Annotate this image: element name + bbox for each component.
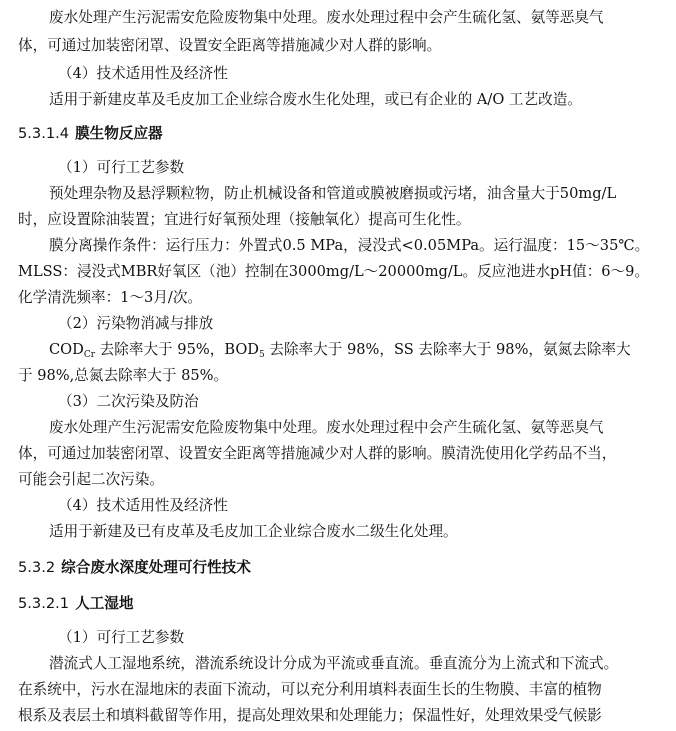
subsection-label: （2）污染物消减与排放	[58, 315, 214, 332]
section-heading: 5.3.2 综合废水深度处理可行性技术	[18, 559, 251, 576]
paragraph-line: 膜分离操作条件：运行压力：外置式0.5 MPa，浸没式<0.05MPa。运行温度：15～35℃。	[49, 237, 650, 254]
paragraph-line: 根系及表层土和填料截留等作用，提高处理效果和处理能力；保温性好，处理效果受气候影	[18, 707, 602, 724]
paragraph-line: 适用于新建及已有皮革及毛皮加工企业综合废水二级生化处理。	[49, 523, 458, 540]
paragraph-line: 潜流式人工湿地系统，潜流系统设计分成为平流或垂直流。垂直流分为上流式和下流式。	[49, 655, 619, 672]
paragraph-line: 时，应设置除油装置；宜进行好氧预处理（接触氧化）提高可生化性。	[18, 211, 471, 228]
paragraph-line: 废水处理产生污泥需安危险废物集中处理。废水处理过程中会产生硫化氢、氨等恶臭气	[49, 9, 604, 26]
subsection-label: （3）二次污染及防治	[58, 393, 199, 410]
paragraph-line: 预处理杂物及悬浮颗粒物，防止机械设备和管道或膜被磨损或污堵，油含量大于50mg/L	[49, 185, 617, 202]
subsection-label: （4）技术适用性及经济性	[58, 497, 228, 514]
paragraph-line: 体，可通过加装密闭罩、设置安全距离等措施减少对人群的影响。膜清洗使用化学药品不当，	[18, 445, 617, 462]
paragraph-line: 化学清洗频率：1～3月/次。	[18, 289, 203, 306]
section-heading: 5.3.1.4 膜生物反应器	[18, 125, 163, 142]
paragraph-line: 废水处理产生污泥需安危险废物集中处理。废水处理过程中会产生硫化氢、氨等恶臭气	[49, 419, 604, 436]
paragraph-line: 在系统中，污水在湿地床的表面下流动，可以充分利用填料表面生长的生物膜、丰富的植物	[18, 681, 602, 698]
paragraph-line: MLSS：浸没式MBR好氧区（池）控制在3000mg/L～20000mg/L。反应池进水pH值：6～9。	[18, 263, 650, 280]
paragraph-line: $COD_{Cr}$ 去除率大于 95%，$BOD_5$ 去除率大于 98%，SS 去除率大于 98%，氨氮去除率大	[49, 341, 631, 360]
paragraph-line: 体，可通过加装密闭罩、设置安全距离等措施减少对人群的影响。	[18, 37, 442, 54]
paragraph-line: 适用于新建皮革及毛皮加工企业综合废水生化处理，或已有企业的 A/O 工艺改造。	[49, 91, 582, 108]
paragraph-line: 于 98%,总氮去除率大于 85%。	[18, 367, 229, 384]
subsection-label: （1）可行工艺参数	[58, 629, 185, 646]
section-heading: 5.3.2.1 人工湿地	[18, 595, 134, 612]
subsection-label: （1）可行工艺参数	[58, 159, 185, 176]
paragraph-line: 可能会引起二次污染。	[18, 471, 164, 488]
subsection-label: （4）技术适用性及经济性	[58, 65, 228, 82]
